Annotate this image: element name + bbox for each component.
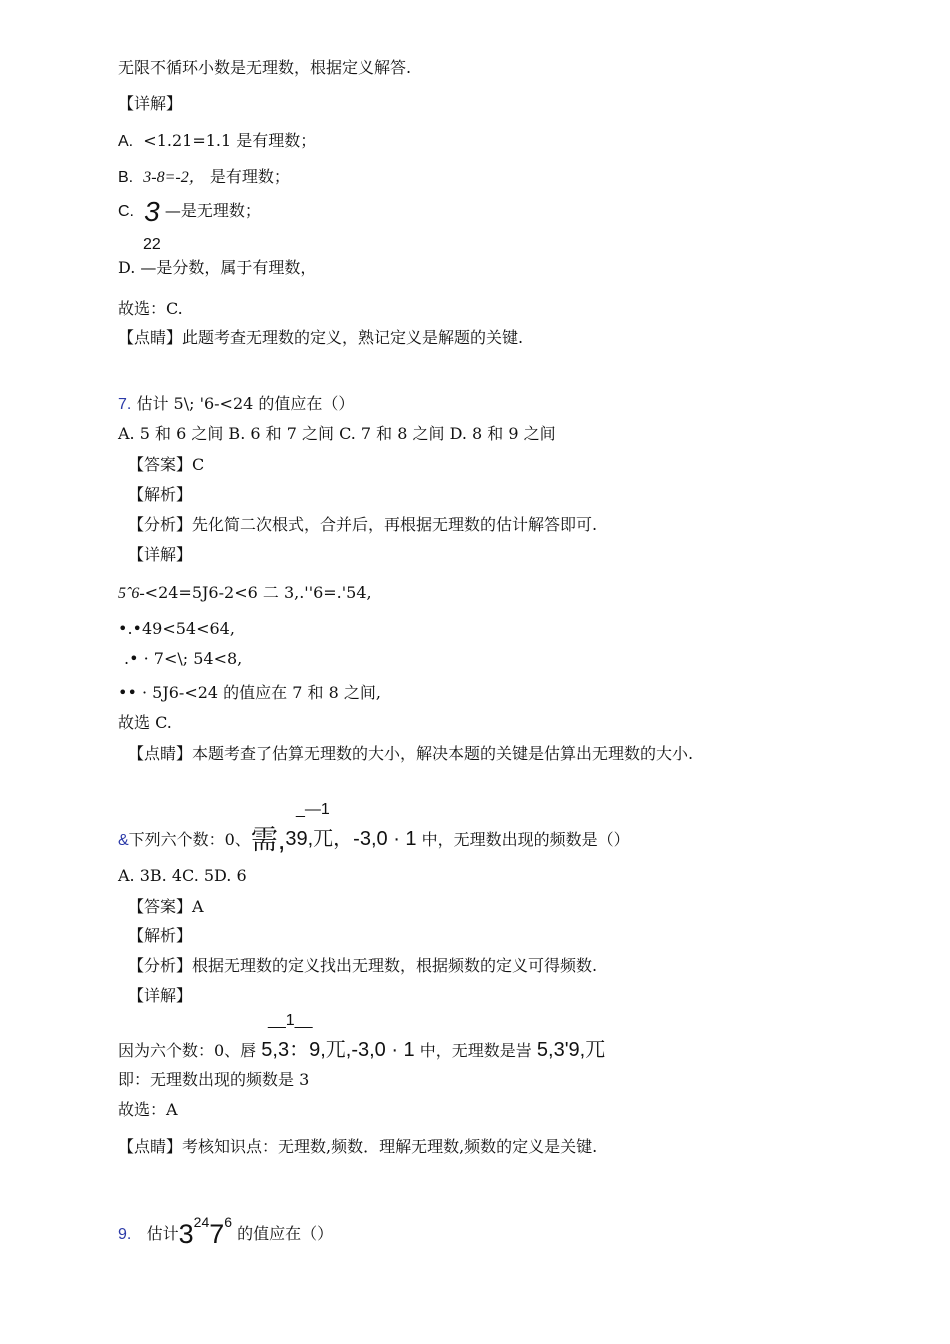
- analysis-line: 【分析】根据无理数的定义找出无理数，根据频数的定义可得频数.: [128, 956, 598, 975]
- question-9: [118, 1212, 334, 1249]
- solution-line: [118, 1040, 605, 1061]
- option-b-label: B.: [118, 169, 134, 186]
- answer-choice: 故选 C.: [118, 713, 172, 732]
- solution-math: 5,3：9,兀,-3,0 · 1: [261, 1039, 415, 1061]
- solution-text: 中，无理数是訔: [419, 1041, 532, 1060]
- question-math: 3: [178, 1219, 194, 1249]
- fraction-mark: _—1: [296, 801, 330, 818]
- question-math: 需,: [250, 825, 286, 855]
- question-text: 下列六个数：0、: [128, 830, 251, 849]
- question-number: 7.: [118, 396, 132, 413]
- section-label-detail: 【详解】: [118, 94, 183, 113]
- question-number: 9.: [118, 1226, 132, 1243]
- option-a-line: [118, 131, 316, 152]
- remark-line: 【点睛】此题考查无理数的定义，熟记定义是解题的关键.: [118, 328, 524, 347]
- section-label-analysis: 【解析】: [128, 926, 193, 945]
- question-math-sup: 24: [193, 1214, 210, 1230]
- question-7: [118, 394, 354, 415]
- option-c-label: C.: [118, 203, 134, 220]
- option-b-text: 是有理数；: [209, 167, 290, 186]
- option-a-text: <1.21=1.1 是有理数；: [143, 131, 317, 150]
- option-c-math: 3: [144, 196, 160, 227]
- answer-choice: 故选：C.: [118, 299, 183, 318]
- option-c-line: [118, 196, 261, 227]
- solution-line: [118, 583, 372, 604]
- option-a-label: A.: [118, 133, 134, 150]
- answer-choice: 故选：A: [118, 1100, 178, 1119]
- question-text: 的值应在（）: [237, 1224, 334, 1243]
- options-line: A. 3B. 4C. 5D. 6: [118, 866, 247, 885]
- solution-line: •.•49<54<64,: [118, 619, 235, 638]
- option-d-line: D. —是分数，属于有理数，: [118, 258, 317, 277]
- section-label-detail: 【详解】: [128, 545, 193, 564]
- solution-math: 5ˆ6-: [118, 585, 145, 602]
- answer-line: 【答案】C: [128, 455, 205, 474]
- solution-line: .• · 7<\; 54<8,: [124, 649, 243, 668]
- option-c-text: —是无理数；: [164, 201, 261, 220]
- analysis-line: 【分析】先化简二次根式，合并后，再根据无理数的估计解答即可.: [128, 515, 598, 534]
- question-text: 估计: [146, 1224, 179, 1243]
- remark-line: 【点睛】本题考查了估算无理数的大小，解决本题的关键是估算出无理数的大小.: [128, 744, 694, 763]
- options-line: A. 5 和 6 之间 B. 6 和 7 之间 C. 7 和 8 之间 D. 8 和 9 之间: [118, 424, 556, 443]
- solution-math: 5,3'9,兀: [536, 1039, 606, 1061]
- solution-line: •• · 5J6-<24 的值应在 7 和 8 之间,: [118, 683, 381, 702]
- question-text: 估计 5\; '6-<24 的值应在（）: [136, 394, 355, 413]
- question-8: [118, 825, 630, 855]
- option-b-line: [118, 167, 290, 188]
- remark-line: 【点睛】考核知识点：无理数,频数．理解无理数,频数的定义是关键.: [118, 1137, 598, 1156]
- solution-text: 因为六个数：0、唇: [118, 1041, 257, 1060]
- fraction-numerator: 22: [143, 236, 161, 253]
- solution-line: 即：无理数出现的频数是 3: [118, 1070, 310, 1089]
- question-text: 中，无理数出现的频数是（）: [421, 830, 630, 849]
- option-b-math: 3-8=-2，: [143, 169, 205, 186]
- section-label-analysis: 【解析】: [128, 485, 193, 504]
- section-label-detail: 【详解】: [128, 986, 193, 1005]
- question-number: &: [118, 832, 129, 849]
- text-line: 无限不循环小数是无理数，根据定义解答.: [118, 58, 412, 77]
- question-math-sup: 6: [224, 1214, 233, 1230]
- answer-line: 【答案】A: [128, 897, 204, 916]
- solution-text: <24=5J6-2<6 二 3,.''6=.'54,: [144, 583, 372, 602]
- question-math: 39,兀，-3,0 · 1: [285, 828, 417, 850]
- question-math: 7: [209, 1219, 225, 1249]
- fraction-mark: __1__: [268, 1012, 313, 1029]
